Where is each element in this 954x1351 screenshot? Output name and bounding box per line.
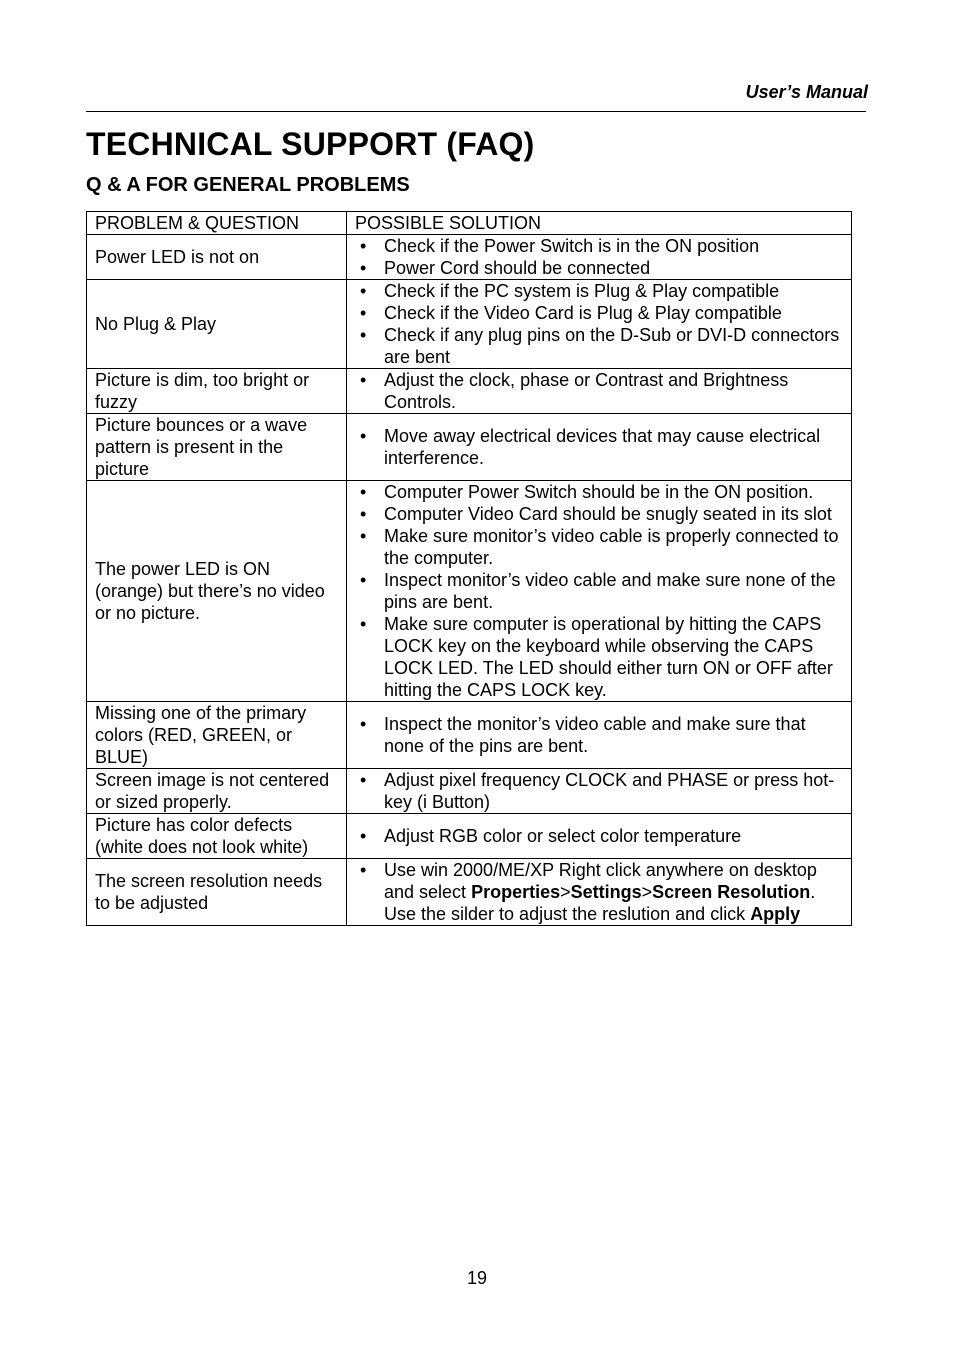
solution-list <box>355 859 843 925</box>
solution-list <box>355 481 843 701</box>
solution-text-part: Use win 2000/ME/XP Right click anywhere on desktop and select <box>384 860 817 902</box>
table-row <box>87 702 852 769</box>
bullet-icon: • <box>360 504 367 524</box>
solution-item <box>355 769 843 813</box>
table-row <box>87 280 852 369</box>
solution-cell <box>347 235 852 280</box>
solution-item <box>355 302 843 324</box>
solution-item <box>355 569 843 613</box>
solution-text: Check if the Video Card is Plug & Play compatible <box>384 303 782 323</box>
page-number: 19 <box>466 1268 488 1288</box>
running-header-title: User’s Manual <box>745 82 868 102</box>
solution-item <box>355 369 843 413</box>
bullet-icon: • <box>360 570 367 590</box>
solution-text: Adjust pixel frequency CLOCK and PHASE or press hot-key (i Button) <box>384 770 835 812</box>
problem-cell: Power LED is not on <box>87 235 347 280</box>
problem-cell: Picture bounces or a wave pattern is present in the picture <box>87 414 347 481</box>
solution-text: Make sure computer is operational by hitting the CAPS LOCK key on the keyboard while observing the CAPS LOCK LED. The LED should either turn ON or OFF after hitting the CAPS LOCK key. <box>384 614 833 700</box>
column-header-problem: PROBLEM & QUESTION <box>87 212 347 235</box>
solution-text: Make sure monitor’s video cable is properly connected to the computer. <box>384 526 839 568</box>
solution-text: Check if the PC system is Plug & Play compatible <box>384 281 780 301</box>
solution-text: Check if any plug pins on the D-Sub or DVI-D connectors are bent <box>384 325 840 367</box>
solution-cell <box>347 481 852 702</box>
bullet-icon: • <box>360 770 367 790</box>
table-row <box>87 414 852 481</box>
table-row <box>87 814 852 859</box>
solution-item <box>355 859 843 925</box>
solution-text: Check if the Power Switch is in the ON position <box>384 236 760 256</box>
solution-cell <box>347 702 852 769</box>
solution-cell <box>347 814 852 859</box>
solution-text: Power Cord should be connected <box>384 258 651 278</box>
bullet-icon: • <box>360 325 367 345</box>
solution-list <box>355 713 843 757</box>
solution-list <box>355 280 843 368</box>
solution-cell <box>347 369 852 414</box>
solution-list <box>355 369 843 413</box>
bullet-icon: • <box>360 860 367 880</box>
solution-item <box>355 503 843 525</box>
solution-cell <box>347 859 852 926</box>
bullet-icon: • <box>360 826 367 846</box>
solution-item <box>355 425 843 469</box>
table-row <box>87 369 852 414</box>
solution-text: Adjust RGB color or select color temperature <box>384 826 742 846</box>
problem-cell: No Plug & Play <box>87 280 347 369</box>
solution-item <box>355 481 843 503</box>
solution-list <box>355 825 843 847</box>
solution-list <box>355 235 843 279</box>
table-row <box>87 235 852 280</box>
bullet-icon: • <box>360 281 367 301</box>
table-row <box>87 859 852 926</box>
column-header-solution: POSSIBLE SOLUTION <box>347 212 852 235</box>
bullet-icon: • <box>360 482 367 502</box>
bullet-icon: • <box>360 526 367 546</box>
menu-path-separator: > <box>641 882 653 902</box>
bullet-icon: • <box>360 258 367 278</box>
solution-list <box>355 769 843 813</box>
bullet-icon: • <box>360 426 367 446</box>
problem-cell: The power LED is ON (orange) but there’s no video or no picture. <box>87 481 347 702</box>
menu-path-separator: > <box>560 882 571 902</box>
table-row <box>87 769 852 814</box>
table-header-row <box>87 212 852 235</box>
solution-item <box>355 257 843 279</box>
solution-cell <box>347 769 852 814</box>
problem-cell: Picture has color defects (white does not look white) <box>87 814 347 859</box>
bullet-icon: • <box>360 303 367 323</box>
solution-text: Move away electrical devices that may cause electrical interference. <box>384 426 821 468</box>
problem-cell: Missing one of the primary colors (RED, GREEN, or BLUE) <box>87 702 347 769</box>
bullet-icon: • <box>360 714 367 734</box>
bullet-icon: • <box>360 614 367 634</box>
solution-text: Computer Video Card should be snugly seated in its slot <box>384 504 832 524</box>
solution-item <box>355 280 843 302</box>
solution-item <box>355 324 843 368</box>
solution-cell <box>347 414 852 481</box>
solution-item <box>355 713 843 757</box>
menu-path-settings: Settings <box>570 882 642 902</box>
solution-item <box>355 613 843 701</box>
solution-text: Computer Power Switch should be in the ON position. <box>384 482 814 502</box>
table-row <box>87 481 852 702</box>
solution-text: Adjust the clock, phase or Contrast and Brightness Controls. <box>384 370 789 412</box>
bullet-icon: • <box>360 236 367 256</box>
solution-item <box>355 525 843 569</box>
solution-text: Inspect the monitor’s video cable and make sure that none of the pins are bent. <box>384 714 806 756</box>
solution-item <box>355 235 843 257</box>
solution-item <box>355 825 843 847</box>
menu-path-screen-resolution: Screen Resolution <box>652 882 811 902</box>
page-title: TECHNICAL SUPPORT (FAQ) <box>86 126 535 162</box>
problem-cell: The screen resolution needs to be adjusted <box>87 859 347 926</box>
faq-table <box>86 211 852 926</box>
solution-list <box>355 425 843 469</box>
header-divider <box>86 111 866 112</box>
problem-cell: Picture is dim, too bright or fuzzy <box>87 369 347 414</box>
apply-label: Apply <box>750 904 801 924</box>
bullet-icon: • <box>360 370 367 390</box>
solution-text-part: . Use the silder to adjust the reslution and click <box>384 882 816 924</box>
solution-text: Inspect monitor’s video cable and make sure none of the pins are bent. <box>384 570 836 612</box>
solution-cell <box>347 280 852 369</box>
section-title: Q & A FOR GENERAL PROBLEMS <box>86 174 410 196</box>
problem-cell: Screen image is not centered or sized properly. <box>87 769 347 814</box>
menu-path-properties: Properties <box>471 882 561 902</box>
